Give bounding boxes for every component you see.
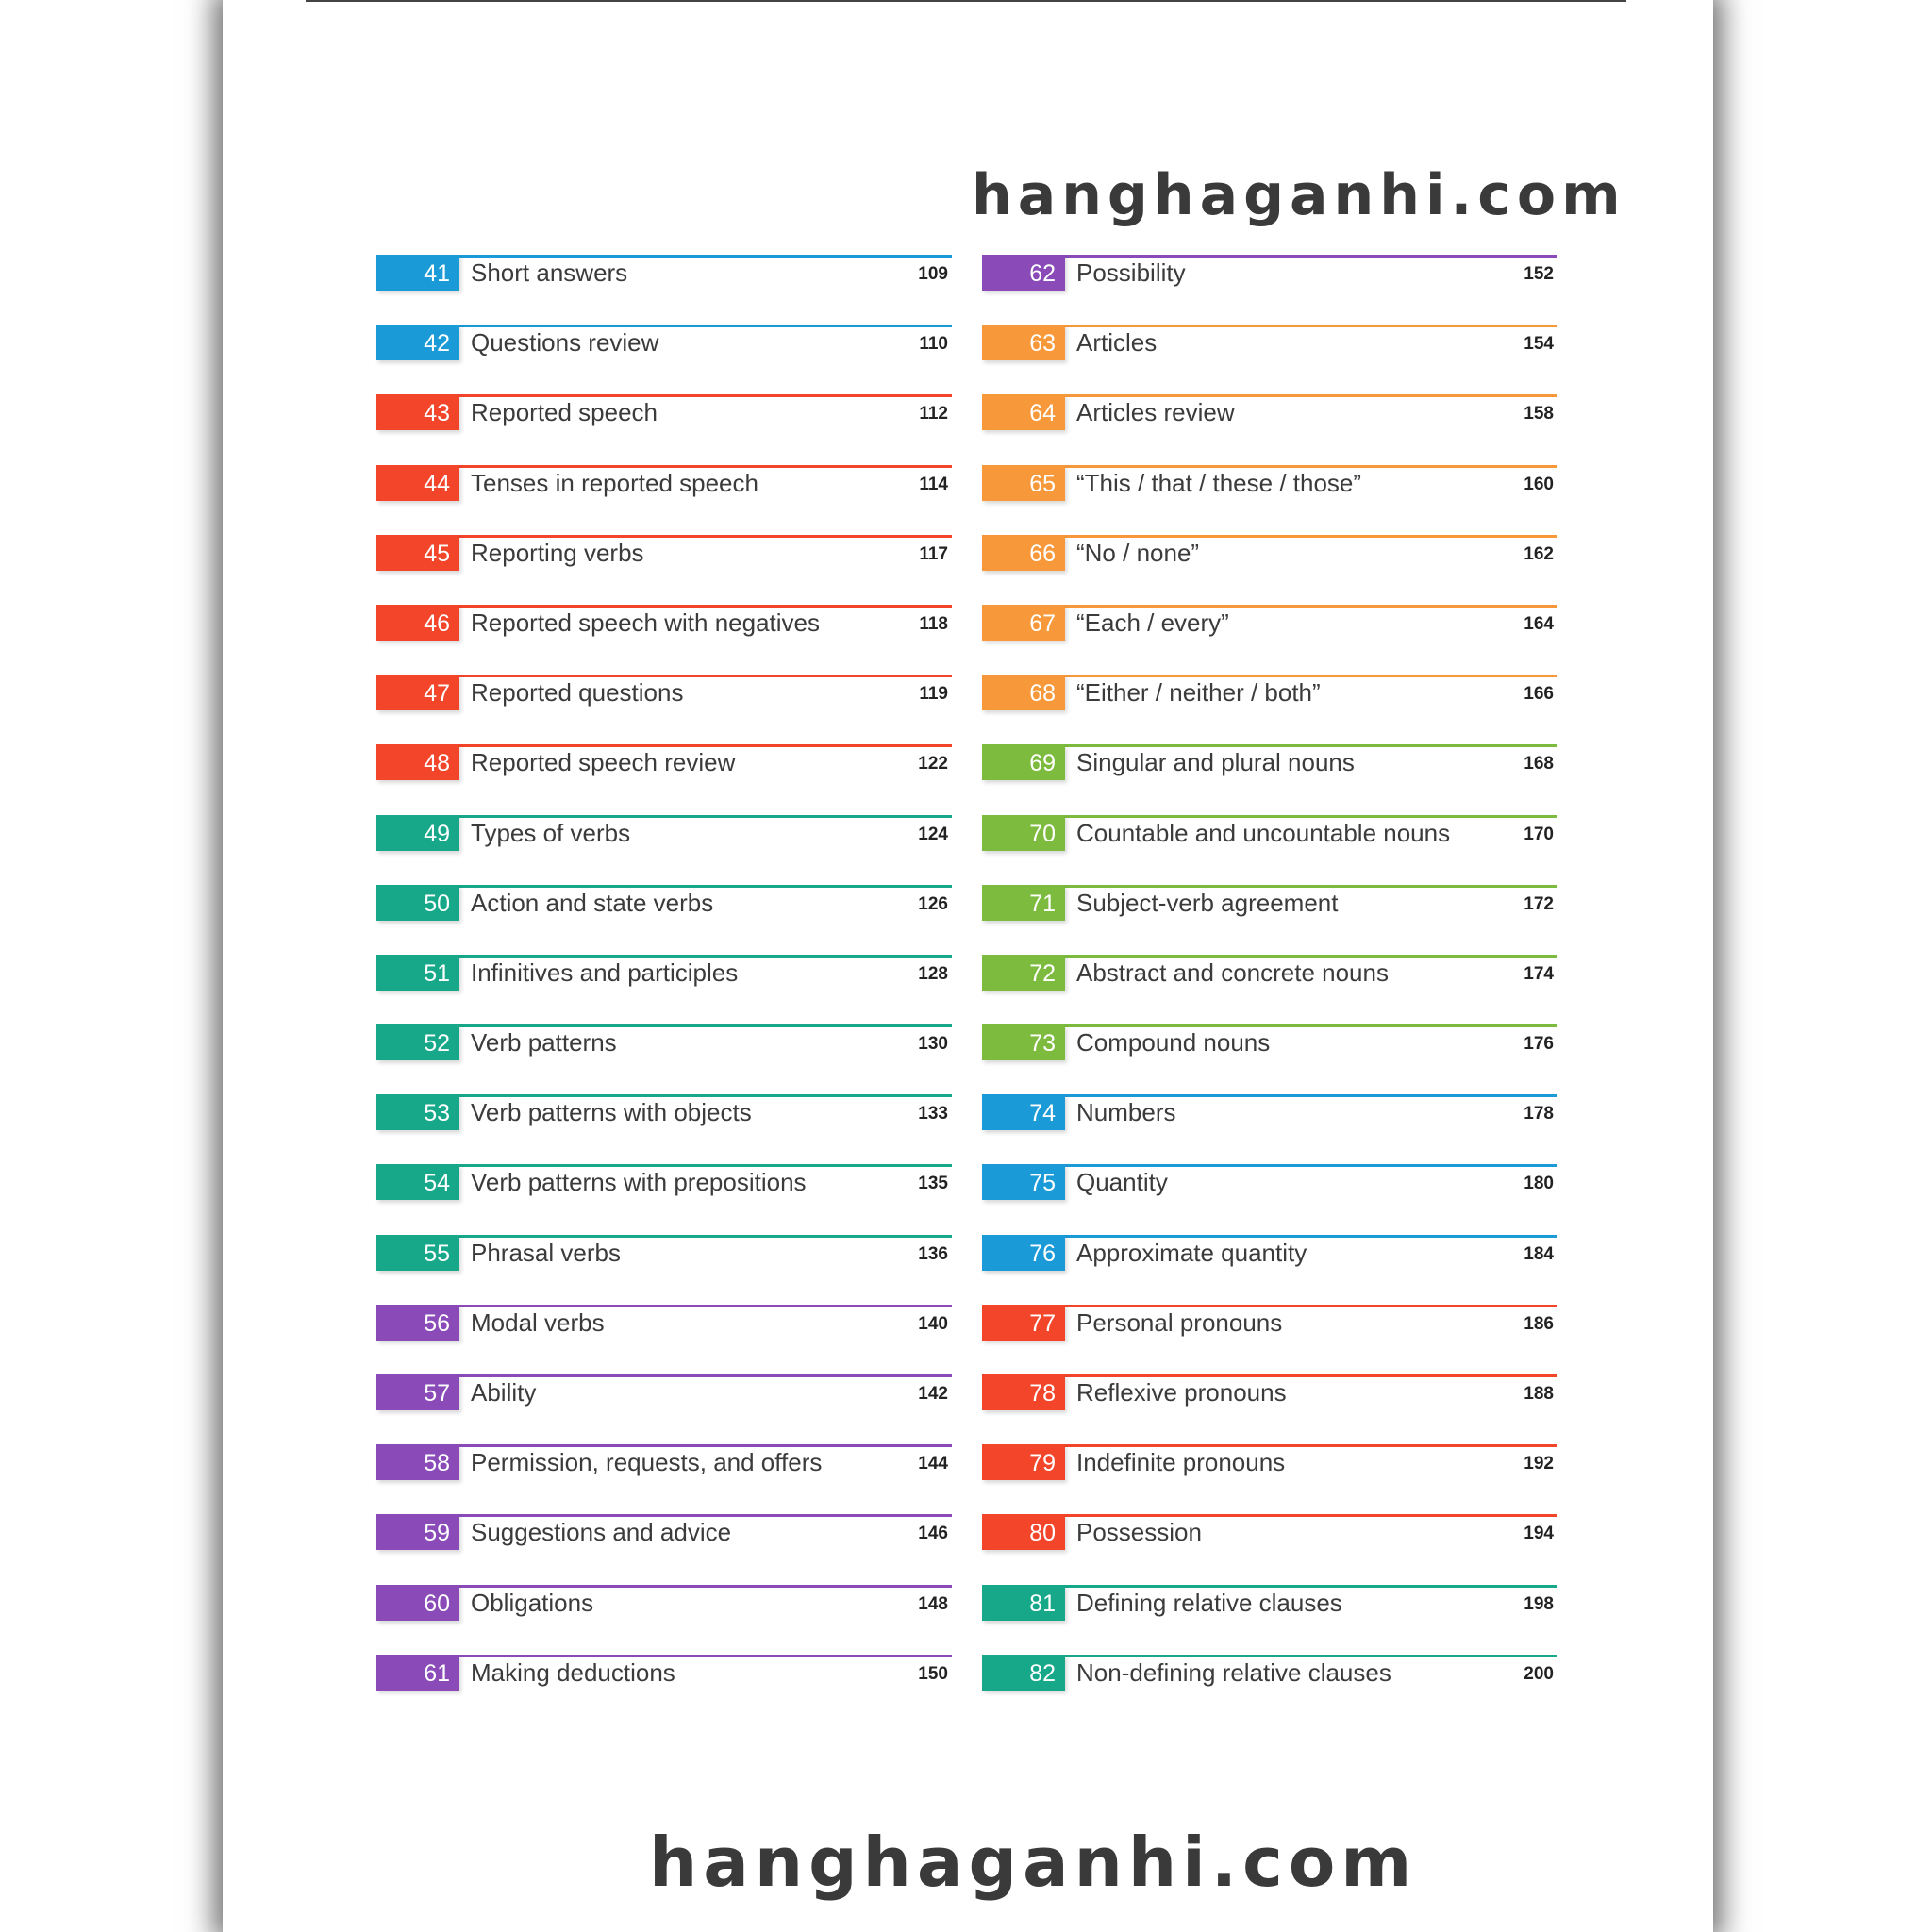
unit-number-badge: 71 — [982, 885, 1065, 921]
toc-entry[interactable] — [376, 1371, 952, 1441]
unit-title: Singular and plural nouns — [1076, 748, 1355, 777]
page-number: 136 — [918, 1243, 948, 1264]
watermark-bottom: hanghaganhi.com — [649, 1823, 1418, 1902]
unit-title: Quantity — [1076, 1168, 1168, 1197]
unit-title: Subject-verb agreement — [1076, 888, 1339, 917]
toc-entry[interactable] — [982, 1581, 1557, 1651]
unit-number-badge: 81 — [982, 1585, 1065, 1621]
page-number: 118 — [919, 613, 948, 634]
unit-title: Tenses in reported speech — [471, 468, 758, 497]
toc-entry[interactable] — [982, 951, 1557, 1021]
entry-rule — [376, 815, 952, 818]
page-number: 172 — [1524, 893, 1554, 914]
unit-title: Compound nouns — [1076, 1028, 1271, 1058]
page-number: 192 — [1524, 1454, 1554, 1474]
entry-rule — [376, 1585, 952, 1588]
page-number: 109 — [918, 264, 948, 284]
page-number: 130 — [918, 1034, 948, 1055]
entry-rule — [376, 1374, 952, 1377]
entry-rule — [982, 605, 1557, 608]
toc-entry[interactable] — [376, 1581, 952, 1651]
unit-title: Reported speech review — [471, 748, 736, 777]
unit-title: Making deductions — [471, 1657, 675, 1687]
toc-entry[interactable] — [982, 881, 1557, 951]
unit-title: Phrasal verbs — [471, 1238, 621, 1267]
unit-title: Short answers — [471, 258, 628, 287]
toc-entry[interactable] — [982, 601, 1557, 671]
unit-number-badge: 80 — [982, 1514, 1065, 1550]
toc-entry[interactable] — [982, 1651, 1557, 1721]
unit-number-badge: 69 — [982, 744, 1065, 780]
unit-title: Ability — [471, 1378, 537, 1407]
entry-rule — [376, 1024, 952, 1027]
unit-number-badge: 44 — [376, 465, 459, 501]
unit-number-badge: 76 — [982, 1235, 1065, 1271]
toc-entry[interactable] — [376, 1510, 952, 1580]
watermark-top: hanghaganhi.com — [972, 162, 1626, 228]
toc-entry[interactable] — [982, 1231, 1557, 1301]
toc-column-right — [982, 251, 1557, 1721]
toc-entry[interactable] — [982, 1371, 1557, 1441]
entry-rule — [982, 1514, 1557, 1517]
page-number: 146 — [918, 1524, 948, 1544]
entry-rule — [376, 255, 952, 258]
page-number: 180 — [1524, 1174, 1554, 1194]
unit-title: Action and state verbs — [471, 888, 714, 917]
toc-entry[interactable] — [376, 671, 952, 741]
unit-number-badge: 60 — [376, 1585, 459, 1621]
page-number: 124 — [918, 824, 948, 844]
unit-title: Reported speech — [471, 398, 658, 427]
page-number: 135 — [918, 1174, 948, 1194]
unit-number-badge: 49 — [376, 815, 459, 851]
toc-entry[interactable] — [982, 671, 1557, 741]
page-number: 186 — [1524, 1313, 1554, 1334]
unit-number-badge: 77 — [982, 1305, 1065, 1341]
unit-number-badge: 63 — [982, 325, 1065, 360]
page-number: 188 — [1524, 1384, 1554, 1404]
page-number: 110 — [919, 334, 948, 355]
page-number: 158 — [1524, 404, 1554, 425]
toc-entry[interactable] — [982, 741, 1557, 810]
unit-number-badge: 72 — [982, 955, 1065, 991]
unit-number-badge: 54 — [376, 1164, 459, 1200]
unit-title: “Each / every” — [1076, 608, 1229, 637]
top-rule — [306, 0, 1626, 2]
unit-title: Approximate quantity — [1076, 1238, 1307, 1267]
toc-entry[interactable] — [376, 461, 952, 531]
unit-number-badge: 51 — [376, 955, 459, 991]
unit-number-badge: 79 — [982, 1444, 1065, 1480]
page-number: 142 — [918, 1384, 948, 1404]
unit-number-badge: 42 — [376, 325, 459, 360]
page-number: 184 — [1524, 1243, 1554, 1264]
entry-rule — [376, 394, 952, 397]
entry-rule — [376, 1235, 952, 1238]
page-number: 117 — [919, 543, 948, 564]
toc-entry[interactable] — [982, 531, 1557, 601]
unit-number-badge: 65 — [982, 465, 1065, 501]
toc-entry[interactable] — [982, 1021, 1557, 1091]
page-number: 170 — [1524, 824, 1554, 844]
unit-title: “This / that / these / those” — [1076, 468, 1362, 497]
unit-title: Verb patterns with prepositions — [471, 1168, 807, 1197]
unit-number-badge: 73 — [982, 1024, 1065, 1060]
toc-entry[interactable] — [376, 601, 952, 671]
unit-number-badge: 61 — [376, 1655, 459, 1690]
page-number: 200 — [1524, 1663, 1554, 1684]
unit-number-badge: 50 — [376, 885, 459, 921]
unit-title: Defining relative clauses — [1076, 1588, 1342, 1617]
unit-number-badge: 78 — [982, 1374, 1065, 1410]
toc-entry[interactable] — [376, 1441, 952, 1510]
unit-number-badge: 57 — [376, 1374, 459, 1410]
toc-entry[interactable] — [376, 1091, 952, 1160]
toc-entry[interactable] — [982, 1510, 1557, 1580]
toc-entry[interactable] — [376, 811, 952, 881]
unit-number-badge: 43 — [376, 394, 459, 430]
toc-entry[interactable] — [376, 741, 952, 810]
unit-number-badge: 56 — [376, 1305, 459, 1341]
page-number: 154 — [1524, 334, 1554, 355]
unit-number-badge: 55 — [376, 1235, 459, 1271]
unit-title: Obligations — [471, 1588, 594, 1617]
page-number: 162 — [1524, 543, 1554, 564]
unit-number-badge: 75 — [982, 1164, 1065, 1200]
toc-entry[interactable] — [982, 461, 1557, 531]
unit-number-badge: 47 — [376, 675, 459, 710]
unit-title: Indefinite pronouns — [1076, 1448, 1286, 1477]
unit-title: Questions review — [471, 328, 659, 358]
toc-entry[interactable] — [376, 531, 952, 601]
entry-rule — [376, 1305, 952, 1307]
unit-number-badge: 62 — [982, 255, 1065, 291]
unit-number-badge: 82 — [982, 1655, 1065, 1690]
unit-title: Suggestions and advice — [471, 1518, 732, 1547]
unit-number-badge: 48 — [376, 744, 459, 780]
toc-column-left — [376, 251, 952, 1721]
page-number: 114 — [919, 474, 948, 494]
toc-entry[interactable] — [376, 1021, 952, 1091]
unit-number-badge: 70 — [982, 815, 1065, 851]
unit-number-badge: 74 — [982, 1094, 1065, 1130]
unit-number-badge: 52 — [376, 1024, 459, 1060]
entry-rule — [982, 535, 1557, 538]
unit-number-badge: 64 — [982, 394, 1065, 430]
toc-entry[interactable] — [982, 321, 1557, 391]
page-number: 148 — [918, 1593, 948, 1614]
unit-title: Possession — [1076, 1518, 1202, 1547]
unit-title: “Either / neither / both” — [1076, 678, 1321, 708]
unit-title: Permission, requests, and offers — [471, 1448, 823, 1477]
page-number: 160 — [1524, 474, 1554, 494]
page-number: 198 — [1524, 1593, 1554, 1614]
unit-title: Types of verbs — [471, 818, 631, 847]
unit-title: Abstract and concrete nouns — [1076, 958, 1389, 987]
page-number: 152 — [1524, 264, 1554, 284]
toc-entry[interactable] — [376, 391, 952, 460]
unit-number-badge: 53 — [376, 1094, 459, 1130]
entry-rule — [982, 325, 1557, 327]
toc-entry[interactable] — [376, 1651, 952, 1721]
toc-entry[interactable] — [376, 1301, 952, 1371]
unit-title: Verb patterns with objects — [471, 1098, 752, 1127]
unit-title: Countable and uncountable nouns — [1076, 818, 1451, 847]
unit-number-badge: 67 — [982, 605, 1065, 641]
unit-title: Verb patterns — [471, 1028, 617, 1058]
page-number: 122 — [918, 754, 948, 774]
entry-rule — [982, 1094, 1557, 1097]
unit-number-badge: 59 — [376, 1514, 459, 1550]
unit-number-badge: 45 — [376, 535, 459, 571]
toc-entry[interactable] — [982, 1441, 1557, 1510]
toc-entry[interactable] — [376, 1231, 952, 1301]
unit-title: Numbers — [1076, 1098, 1176, 1127]
page-number: 112 — [919, 404, 948, 425]
page-number: 150 — [918, 1663, 948, 1684]
unit-title: Articles review — [1076, 398, 1235, 427]
unit-title: Reflexive pronouns — [1076, 1378, 1287, 1407]
unit-number-badge: 41 — [376, 255, 459, 291]
unit-title: Personal pronouns — [1076, 1307, 1283, 1337]
unit-title: Non-defining relative clauses — [1076, 1657, 1391, 1687]
unit-title: Reporting verbs — [471, 538, 644, 567]
page-number: 126 — [918, 893, 948, 914]
toc-entry[interactable] — [982, 251, 1557, 321]
unit-title: Possibility — [1076, 258, 1186, 287]
page-number: 166 — [1524, 684, 1554, 705]
unit-title: Infinitives and participles — [471, 958, 739, 987]
toc-entry[interactable] — [376, 951, 952, 1021]
unit-title: “No / none” — [1076, 538, 1200, 567]
unit-title: Reported questions — [471, 678, 684, 708]
entry-rule — [982, 394, 1557, 397]
entry-rule — [376, 325, 952, 327]
unit-title: Modal verbs — [471, 1307, 605, 1337]
unit-number-badge: 66 — [982, 535, 1065, 571]
page-number: 133 — [918, 1104, 948, 1124]
unit-title: Articles — [1076, 328, 1158, 358]
page-number: 164 — [1524, 613, 1554, 634]
toc-entry[interactable] — [376, 881, 952, 951]
page-number: 140 — [918, 1313, 948, 1334]
toc-entry[interactable] — [982, 1160, 1557, 1230]
page-number: 176 — [1524, 1034, 1554, 1055]
entry-rule — [376, 535, 952, 538]
toc-entry[interactable] — [982, 811, 1557, 881]
toc-entry[interactable] — [982, 1301, 1557, 1371]
page-number: 194 — [1524, 1524, 1554, 1544]
page-number: 144 — [918, 1454, 948, 1474]
unit-number-badge: 46 — [376, 605, 459, 641]
page-number: 174 — [1524, 963, 1554, 984]
page-number: 128 — [918, 963, 948, 984]
unit-title: Reported speech with negatives — [471, 608, 821, 637]
page-number: 178 — [1524, 1104, 1554, 1124]
page-number: 119 — [919, 684, 948, 705]
unit-number-badge: 68 — [982, 675, 1065, 710]
page-number: 168 — [1524, 754, 1554, 774]
toc-entry[interactable] — [376, 321, 952, 391]
toc-entry[interactable] — [982, 1091, 1557, 1160]
toc-entry[interactable] — [982, 391, 1557, 460]
toc-entry[interactable] — [376, 251, 952, 321]
unit-number-badge: 58 — [376, 1444, 459, 1480]
entry-rule — [982, 255, 1557, 258]
toc-entry[interactable] — [376, 1160, 952, 1230]
entry-rule — [982, 1164, 1557, 1167]
